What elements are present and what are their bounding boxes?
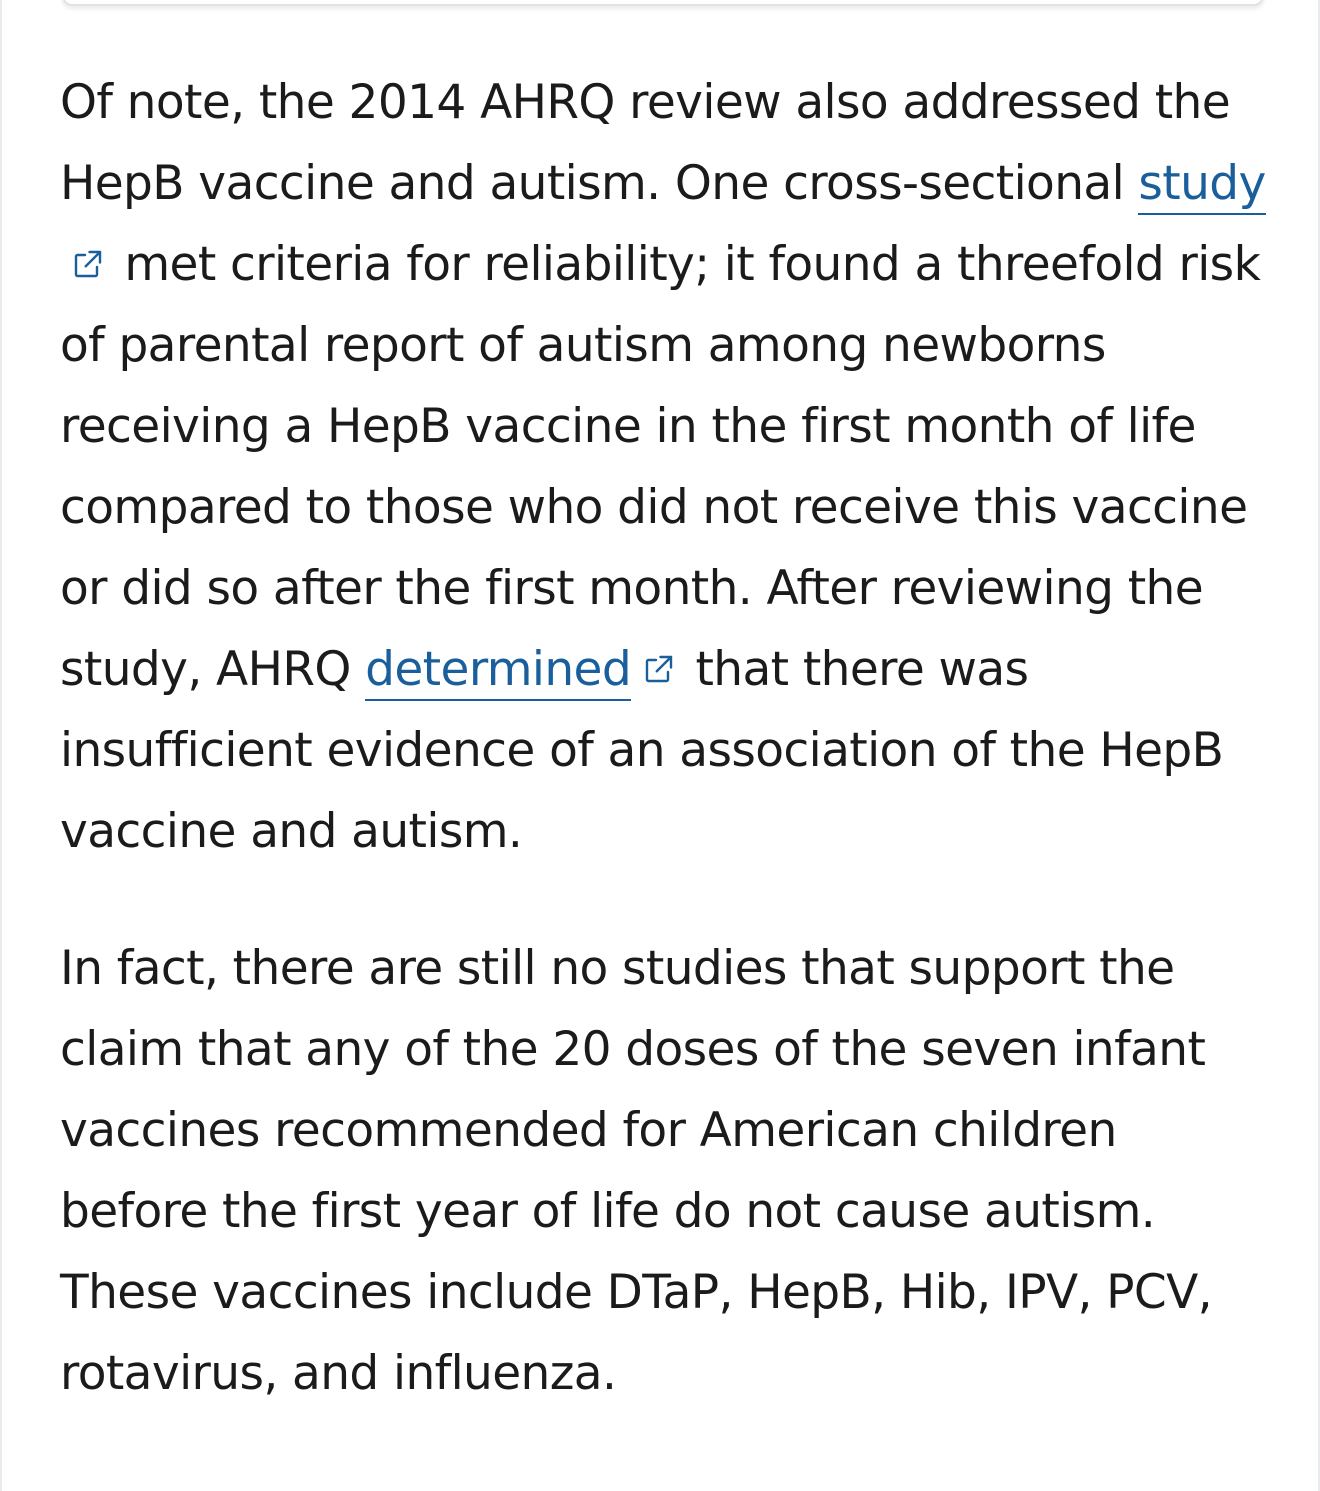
study-link[interactable]: study <box>1138 156 1265 215</box>
article-body <box>60 62 1275 1414</box>
paragraph-hepb-ahrq-review <box>60 62 1275 872</box>
previous-card-bottom-edge <box>62 0 1264 6</box>
paragraph-text: that there was insufficient evidence of an association of the HepB vaccine and autism. <box>60 642 1224 859</box>
paragraph-text: Of note, the 2014 AHRQ review also addressed the HepB vaccine and autism. One cross-sectional <box>60 75 1231 211</box>
paragraph-text: met criteria for reliability; it found a threefold risk of parental report of autism among newborns receiving a HepB vaccine in the first month of life compared to those who did not receive this vaccine or did so after the first month. After reviewing the study, AHRQ <box>60 237 1261 697</box>
external-link-icon[interactable] <box>641 651 677 687</box>
determined-link[interactable]: determined <box>365 642 631 701</box>
paragraph-infant-vaccines: In fact, there are still no studies that support the claim that any of the 20 doses of the seven infant vaccines recommended for American children before the first year of life do not cause autism. These vaccines include DTaP, HepB, Hib, IPV, PCV, rotavirus, and influenza. <box>60 941 1213 1401</box>
external-link-icon[interactable] <box>70 246 106 282</box>
